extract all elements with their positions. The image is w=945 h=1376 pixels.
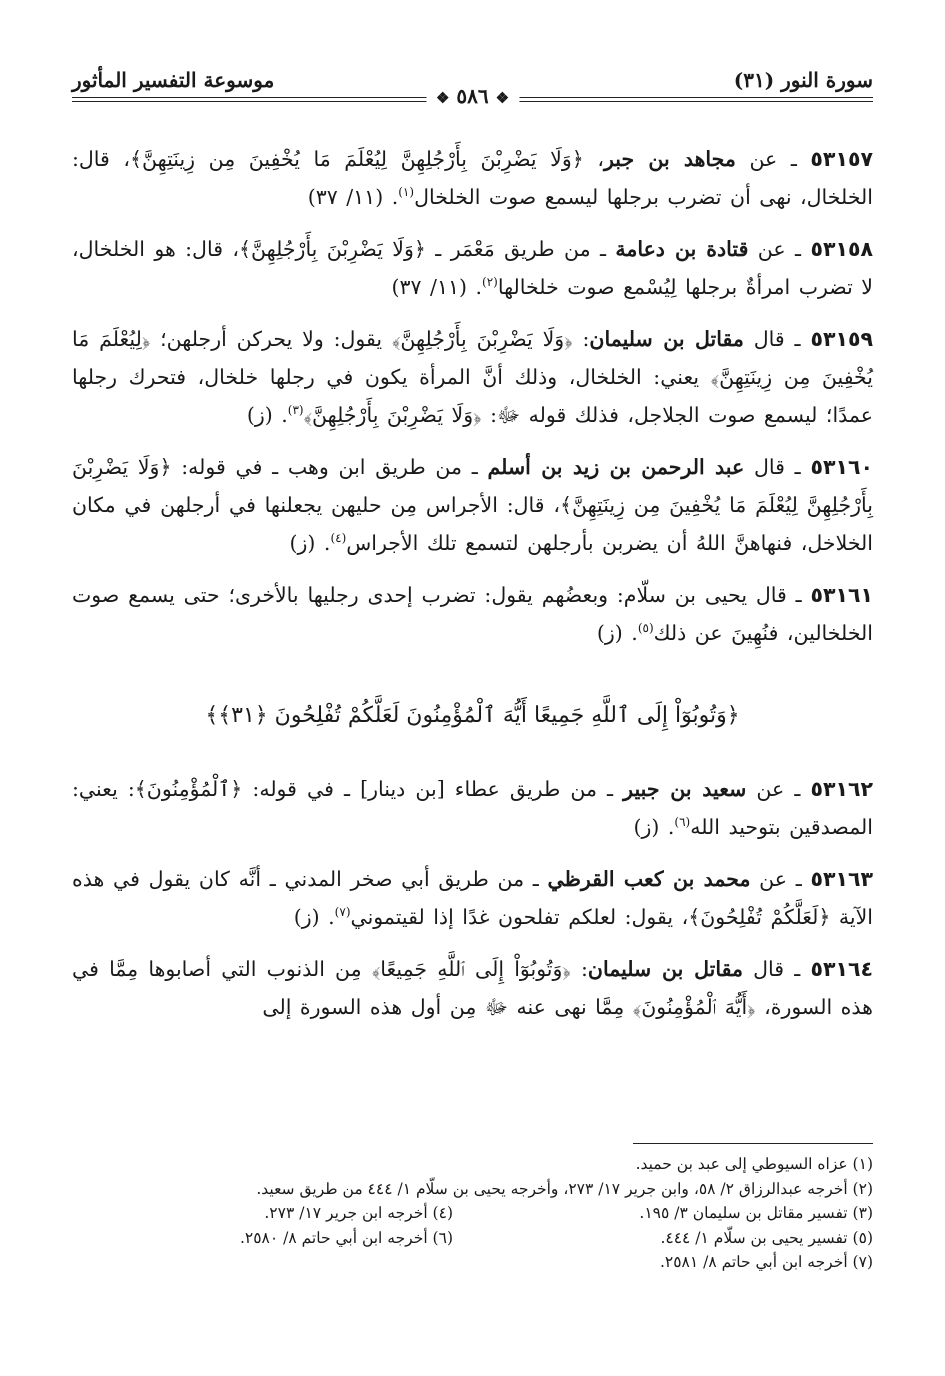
footnote-ref: (٤) (330, 531, 347, 546)
book-title: موسوعة التفسير المأثور (72, 68, 275, 92)
footnote-2: (٢) أخرجه عبدالرزاق ٢/ ٥٨، وابن جرير ١٧/ ٢٧٣، وأخرجه يحيى بن سلّام ١/ ٤٤٤ من طريق سعيد. (256, 1179, 873, 1198)
narration-paragraph (72, 860, 873, 936)
narration-text: ، ﴿وَلَا يَضْرِبْنَ بِأَرْجُلِهِنَّ لِيُعْلَمَ مَا يُخْفِينَ مِن زِينَتِهِنَّ﴾، قال: الخلخال، نهى أن تضرب برجلها ليسمع صوت الخلخال (72, 147, 873, 209)
narration-intro: ـ عن (735, 147, 811, 171)
narration-intro: ـ قال (742, 957, 811, 981)
narrator-name: مقاتل بن سليمان (587, 957, 743, 981)
narration-intro: ـ قال (743, 327, 811, 351)
footnote-ref: (٣) (287, 403, 304, 418)
narrator-name: مقاتل بن سليمان (589, 327, 744, 351)
narrator-name: عبد الرحمن بن زيد بن أسلم (487, 455, 745, 479)
footnote-row (72, 1226, 873, 1251)
page-number-box (426, 84, 519, 108)
narration-paragraph (72, 230, 873, 306)
narration-number: ٥٣١٥٩ (810, 327, 873, 351)
footnote-4: (٤) أخرجه ابن جرير ١٧/ ٢٧٣. (264, 1204, 453, 1222)
narration-text: : ﴿وَلَا يَضْرِبْنَ بِأَرْجُلِهِنَّ﴾ يقول: ولا يحركن أرجلهن؛ ﴿لِيُعْلَمَ مَا يُخْفِينَ مِن زِينَتِهِنَّ﴾ يعني: الخلخال، وذلك أنَّ المرأة يكون في رجلها خلخال، فتحرك رجلها عمدًا؛ ليسمع صوت الجلاجل، فذلك قوله ﷻ: ﴿وَلَا يَضْرِبْنَ بِأَرْجُلِهِنَّ﴾ (72, 327, 873, 427)
footnote-3: (٣) تفسير مقاتل بن سليمان ٣/ ١٩٥. (639, 1204, 873, 1222)
footnote-separator (633, 1143, 873, 1144)
page-body (72, 140, 873, 1040)
footnote-7: (٧) أخرجه ابن أبي حاتم ٨/ ٢٥٨١. (659, 1253, 873, 1271)
surah-title: سورة النور (٣١) (733, 68, 873, 92)
narration-paragraph (72, 576, 873, 652)
narration-text: ـ من طريق عطاء [بن دينار] ـ في قوله: ﴿ٱلْمُؤْمِنُونَ﴾: يعني: المصدقين بتوحيد الله (72, 777, 873, 839)
narration-text: ـ من طريق مَعْمَر ـ ﴿وَلَا يَضْرِبْنَ بِأَرْجُلِهِنَّ﴾، قال: هو الخلخال، لا تضرب امرأةٌ برجلها لِيُسْمع صوت خلخالها (72, 237, 873, 299)
narration-intro: ـ عن (746, 777, 811, 801)
narrator-name: مجاهد بن جبر (603, 147, 736, 171)
footnote-ref: (١) (398, 185, 415, 200)
footnote-ref: (٥) (637, 621, 654, 636)
page-number: ٥٨٦ (456, 84, 489, 108)
footnote-5: (٥) تفسير يحيى بن سلّام ١/ ٤٤٤. (660, 1228, 873, 1247)
footnotes (72, 1152, 873, 1275)
narration-paragraph (72, 950, 873, 1026)
narration-reference: . (ز) (293, 905, 335, 929)
narration-text: : ﴿وَتُوبُوٓاْ إِلَى ٱللَّهِ جَمِيعًا﴾ مِن الذنوب التي أصابوها مِمَّا في هذه السورة، ﴿أَيُّهَ ٱلْمُؤْمِنُونَ﴾ مِمَّا نهى عنه ﷻ مِن أول هذه السورة إلى (72, 957, 873, 1019)
narration-reference: . (١١/ ٣٧) (307, 185, 399, 209)
narration-reference: . (ز) (289, 531, 331, 555)
footnote-ref: (٢) (482, 275, 498, 290)
narration-text: يحيى بن سلّام: وبعضُهم يقول: تضرب إحدى رجليها بالأخرى؛ حتى يسمع صوت الخلخالين، فنُهِينَ عن ذلك (72, 583, 873, 645)
page-header (72, 64, 873, 108)
footnote-row (72, 1201, 873, 1226)
narration-paragraph (72, 448, 873, 562)
narrator-name: قتادة بن دعامة (615, 237, 749, 261)
narrator-name: محمد بن كعب القرظي (547, 867, 751, 891)
narration-number: ٥٣١٦٠ (810, 455, 873, 479)
narration-number: ٥٣١٦١ (810, 583, 874, 607)
narration-number: ٥٣١٦٤ (810, 957, 874, 981)
narration-reference: . (١١/ ٣٧) (391, 275, 483, 299)
narration-text: ـ من طريق أبي صخر المدني ـ أنَّه كان يقول في هذه الآية ﴿لَعَلَّكُمْ تُفْلِحُونَ﴾، يقول: لعلكم تفلحون غدًا إذا لقيتموني (72, 867, 873, 929)
footnote-1: (١) عزاه السيوطي إلى عبد بن حميد. (635, 1155, 873, 1173)
narration-number: ٥٣١٥٨ (810, 237, 873, 261)
footnote-6: (٦) أخرجه ابن أبي حاتم ٨/ ٢٥٨٠. (239, 1228, 453, 1247)
quran-verse: ﴿وَتُوبُوٓاْ إِلَى ٱللَّهِ جَمِيعًا أَيُّهَ ٱلْمُؤْمِنُونَ لَعَلَّكُمْ تُفْلِحُونَ ﴿٣١﴾﴾ (205, 703, 740, 728)
narration-reference: . (ز) (246, 403, 288, 427)
narration-number: ٥٣١٦٢ (810, 777, 874, 801)
ornament-icon: ❖ (435, 89, 450, 107)
narration-paragraph (72, 140, 873, 216)
narration-number: ٥٣١٦٣ (810, 867, 873, 891)
narration-intro: ـ عن (748, 237, 811, 261)
footnote-ref: (٧) (334, 905, 351, 920)
ornament-icon: ❖ (495, 89, 510, 107)
narration-paragraph (72, 320, 873, 434)
narration-number: ٥٣١٥٧ (810, 147, 873, 171)
footnote-ref: (٦) (674, 815, 691, 830)
narration-paragraph (72, 770, 873, 846)
narrator-name: سعيد بن جبير (623, 777, 747, 801)
narration-reference: . (ز) (596, 621, 638, 645)
narration-text: ـ من طريق ابن وهب ـ في قوله: ﴿وَلَا يَضْرِبْنَ بِأَرْجُلِهِنَّ لِيُعْلَمَ مَا يُخْفِينَ مِن زِينَتِهِنَّ﴾، قال: الأجراس مِن حليهن يجعلنها في أرجلهن في مكان الخلاخل، فنهاهنَّ اللهُ أن يضربن بأرجلهن لتسمع تلك الأجراس (72, 455, 873, 555)
narration-intro: ـ عن (750, 867, 811, 891)
narration-reference: . (ز) (633, 815, 675, 839)
narration-intro: ـ قال (747, 583, 811, 607)
narration-intro: ـ قال (744, 455, 811, 479)
